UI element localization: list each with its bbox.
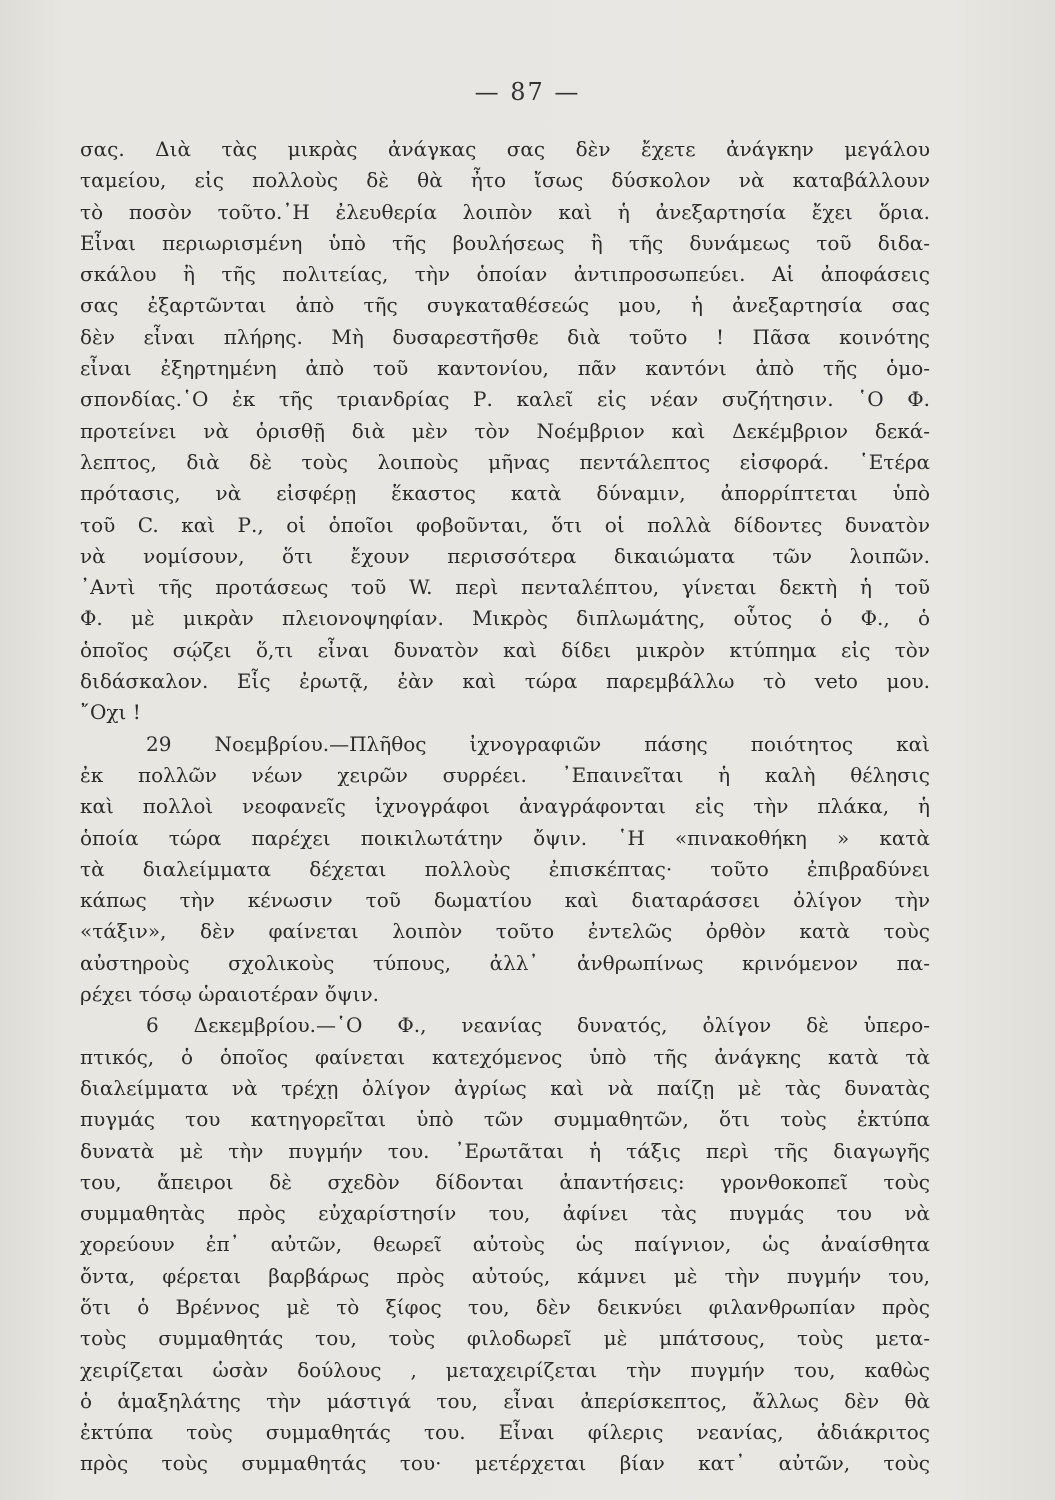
page-number: — 87 — bbox=[474, 78, 581, 106]
text-line: προτείνει νὰ ὁρισθῇ διὰ μὲν τὸν Νοέμβριον καὶ Δεκέμβριον δεκά- bbox=[80, 418, 930, 443]
text-line: Φ. μὲ μικρὰν πλειονοψηφίαν. Μικρὸς διπλωμάτης, οὗτος ὁ Φ., ὁ bbox=[80, 606, 930, 631]
text-line: δυνατὰ μὲ τὴν πυγμήν του. ᾿Ερωτᾶται ἡ τάξις περὶ τῆς διαγωγῆς bbox=[80, 1138, 930, 1163]
text-line: καὶ πολλοὶ νεοφανεῖς ἰχνογράφοι ἀναγράφονται εἰς τὴν πλάκα, ἡ bbox=[80, 794, 930, 819]
text-line: ἐκ πολλῶν νέων χειρῶν συρρέει. ᾿Επαινεῖται ἡ καλὴ θέλησις bbox=[80, 762, 930, 787]
text-line: ρέχει τόσῳ ὡραιοτέραν ὄψιν. bbox=[80, 982, 379, 1007]
text-line: τὸ ποσὸν τοῦτο.᾿Η ἐλευθερία λοιπὸν καὶ ἡ ἀνεξαρτησία ἔχει ὅρια. bbox=[80, 199, 930, 224]
text-line: χορεύουν ἐπ᾿ αὐτῶν, θεωρεῖ αὐτοὺς ὡς παίγνιον, ὡς ἀναίσθητα bbox=[80, 1232, 930, 1257]
text-line: Εἶναι περιωρισμένη ὑπὸ τῆς βουλήσεως ἢ τῆς δυνάμεως τοῦ διδα- bbox=[80, 230, 930, 255]
text-line: 6 Δεκεμβρίου.—῾Ο Φ., νεανίας δυνατός, ὀλίγον δὲ ὑπερο- bbox=[146, 1013, 930, 1038]
text-line: αὐστηροὺς σχολικοὺς τύπους, ἀλλ᾿ ἀνθρωπίνως κρινόμενον πα- bbox=[80, 950, 930, 975]
text-line: 29 Νοεμβρίου.—Πλῆθος ἰχνογραφιῶν πάσης ποιότητος καὶ bbox=[146, 731, 930, 756]
text-line: διαλείμματα νὰ τρέχῃ ὀλίγον ἀγρίως καὶ νὰ παίζῃ μὲ τὰς δυνατὰς bbox=[80, 1075, 930, 1100]
text-line: νὰ νομίσουν, ὅτι ἔχουν περισσότερα δικαιώματα τῶν λοιπῶν. bbox=[80, 543, 930, 568]
text-line: πρότασις, νὰ εἰσφέρῃ ἕκαστος κατὰ δύναμιν, ἀπορρίπτεται ὑπὸ bbox=[80, 481, 930, 506]
text-line: πυγμάς του κατηγορεῖται ὑπὸ τῶν συμμαθητῶν, ὅτι τοὺς ἐκτύπα bbox=[80, 1107, 930, 1132]
text-line: διδάσκαλον. Εἷς ἐρωτᾷ, ἐὰν καὶ τώρα παρεμβάλλω τὸ veto μου. bbox=[80, 669, 930, 694]
text-line: συμμαθητὰς πρὸς εὐχαρίστησίν του, ἀφίνει τὰς πυγμάς του νὰ bbox=[80, 1201, 930, 1226]
text-line: χειρίζεται ὡσὰν δούλους , μεταχειρίζεται τὴν πυγμήν του, καθὼς bbox=[80, 1357, 930, 1382]
text-line: του, ἄπειροι δὲ σχεδὸν δίδονται ἀπαντήσεις: γρονθοκοπεῖ τοὺς bbox=[80, 1169, 930, 1194]
text-line: ὁποία τώρα παρέχει ποικιλωτάτην ὄψιν. ῾Η «πινακοθήκη » κατὰ bbox=[80, 825, 930, 850]
text-line: ἐκτύπα τοὺς συμμαθητάς του. Εἶναι φίλερις νεανίας, ἀδιάκριτος bbox=[80, 1420, 930, 1445]
text-line: σας ἐξαρτῶνται ἀπὸ τῆς συγκαταθέσεώς μου, ἡ ἀνεξαρτησία σας bbox=[80, 293, 930, 318]
text-line: ὄντα, φέρεται βαρβάρως πρὸς αὐτούς, κάμνει μὲ τὴν πυγμήν του, bbox=[80, 1263, 930, 1288]
text-line: πρὸς τοὺς συμμαθητάς του· μετέρχεται βίαν κατ᾿ αὐτῶν, τοὺς bbox=[80, 1451, 930, 1476]
text-line: ταμείου, εἰς πολλοὺς δὲ θὰ ἦτο ἴσως δύσκολον νὰ καταβάλλουν bbox=[80, 168, 930, 193]
text-line: ῎Οχι ! bbox=[80, 700, 141, 725]
text-line: πτικός, ὁ ὁποῖος φαίνεται κατεχόμενος ὑπὸ τῆς ἀνάγκης κατὰ τὰ bbox=[80, 1044, 930, 1069]
text-line: σας. Διὰ τὰς μικρὰς ἀνάγκας σας δὲν ἔχετε ἀνάγκην μεγάλου bbox=[80, 137, 930, 161]
text-line: «τάξιν», δὲν φαίνεται λοιπὸν τοῦτο ἐντελῶς ὀρθὸν κατὰ τοὺς bbox=[80, 919, 930, 944]
text-line: κάπως τὴν κένωσιν τοῦ δωματίου καὶ διαταράσσει ὀλίγον τὴν bbox=[80, 888, 930, 913]
text-line: τοὺς συμμαθητάς του, τοὺς φιλοδωρεῖ μὲ μπάτσους, τοὺς μετα- bbox=[80, 1326, 930, 1351]
text-line: σπονδίας.῾Ο ἐκ τῆς τριανδρίας Ρ. καλεῖ εἰς νέαν συζήτησιν. ῾Ο Φ. bbox=[80, 387, 930, 412]
text-line: εἶναι ἐξηρτημένη ἀπὸ τοῦ καντονίου, πᾶν καντόνι ἀπὸ τῆς ὁμο- bbox=[80, 356, 930, 381]
text-line: ὁποῖος σῴζει ὅ,τι εἶναι δυνατὸν καὶ δίδει μικρὸν κτύπημα εἰς τὸν bbox=[80, 637, 930, 662]
text-line: δὲν εἶναι πλήρης. Μὴ δυσαρεστῆσθε διὰ τοῦτο ! Πᾶσα κοινότης bbox=[80, 324, 930, 349]
text-line: ᾿Αντὶ τῆς προτάσεως τοῦ W. περὶ πενταλέπτου, γίνεται δεκτὴ ἡ τοῦ bbox=[80, 575, 930, 600]
text-line: ὅτι ὁ Βρέννος μὲ τὸ ξίφος του, δὲν δεικνύει φιλανθρωπίαν πρὸς bbox=[80, 1294, 930, 1319]
text-line: σκάλου ἢ τῆς πολιτείας, τὴν ὁποίαν ἀντιπροσωπεύει. Αἱ ἀποφάσεις bbox=[80, 262, 930, 287]
text-line: τὰ διαλείμματα δέχεται πολλοὺς ἐπισκέπτας· τοῦτο ἐπιβραδύνει bbox=[80, 856, 930, 881]
text-line: λεπτος, διὰ δὲ τοὺς λοιποὺς μῆνας πεντάλεπτος εἰσφορά. ῾Ετέρα bbox=[80, 449, 930, 474]
text-line: ὁ ἁμαξηλάτης τὴν μάστιγά του, εἶναι ἀπερίσκεπτος, ἄλλως δὲν θὰ bbox=[80, 1388, 930, 1413]
body-text bbox=[80, 134, 930, 1480]
text-line: τοῦ C. καὶ Ρ., οἱ ὁποῖοι φοβοῦνται, ὅτι οἱ πολλὰ δίδοντες δυνατὸν bbox=[80, 512, 930, 537]
